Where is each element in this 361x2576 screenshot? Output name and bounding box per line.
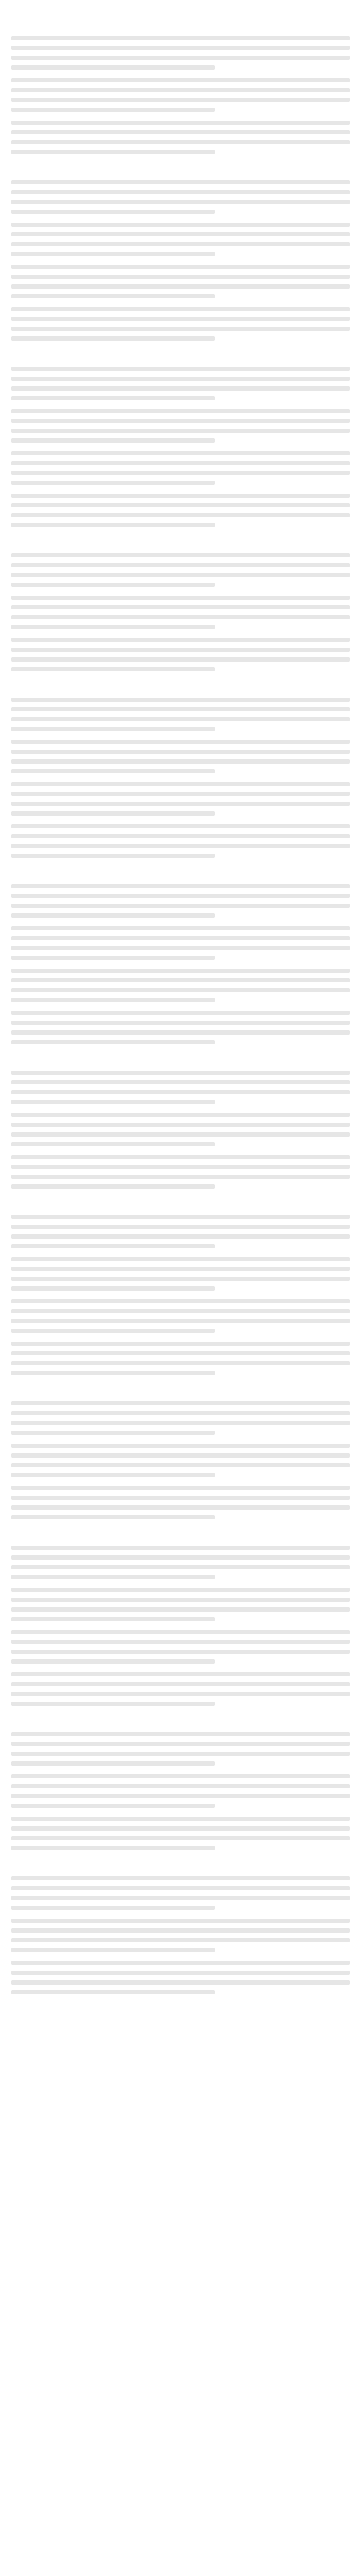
text-placeholder [11, 884, 350, 918]
body-paragraph [11, 451, 350, 487]
body-paragraph [11, 1774, 350, 1810]
body-paragraph [11, 1342, 350, 1378]
section-heading [11, 1533, 350, 1541]
text-placeholder [11, 740, 350, 773]
body-paragraph [11, 1672, 350, 1708]
body-paragraph [11, 1486, 350, 1522]
text-placeholder [11, 1774, 350, 1808]
body-paragraph [11, 553, 350, 589]
text-placeholder [11, 638, 350, 671]
section-heading [11, 168, 350, 176]
text-placeholder [11, 1486, 350, 1519]
document-section [11, 1533, 350, 1708]
body-paragraph [11, 698, 350, 734]
body-paragraph [11, 180, 350, 216]
body-paragraph [11, 782, 350, 818]
body-paragraph [11, 1215, 350, 1251]
text-placeholder [11, 367, 350, 400]
body-paragraph [11, 307, 350, 343]
text-placeholder [11, 409, 350, 443]
body-paragraph [11, 824, 350, 860]
body-paragraph [11, 223, 350, 259]
text-placeholder [11, 782, 350, 816]
body-paragraph [11, 367, 350, 403]
text-placeholder [11, 1155, 350, 1189]
section-heading [11, 1058, 350, 1066]
body-paragraph [11, 1401, 350, 1437]
body-paragraph [11, 1588, 350, 1624]
text-placeholder [11, 1588, 350, 1621]
body-paragraph [11, 78, 350, 114]
section-heading [11, 354, 350, 363]
document-section [11, 1864, 350, 1997]
body-paragraph [11, 1961, 350, 1997]
text-placeholder [11, 1299, 350, 1333]
body-paragraph [11, 1817, 350, 1853]
text-placeholder [11, 1342, 350, 1375]
text-placeholder [11, 1071, 350, 1104]
body-paragraph [11, 494, 350, 530]
section-heading [11, 1389, 350, 1397]
document-section [11, 1058, 350, 1191]
text-placeholder [11, 698, 350, 731]
text-placeholder [11, 596, 350, 629]
body-paragraph [11, 638, 350, 674]
text-placeholder [11, 1961, 350, 1994]
section-heading [11, 872, 350, 880]
section-heading [11, 24, 350, 32]
text-placeholder [11, 1630, 350, 1664]
body-paragraph [11, 1444, 350, 1480]
body-paragraph [11, 740, 350, 776]
document-section [11, 1202, 350, 1378]
text-placeholder [11, 1732, 350, 1766]
body-paragraph [11, 409, 350, 445]
body-paragraph [11, 1299, 350, 1335]
body-paragraph [11, 1071, 350, 1107]
text-placeholder [11, 824, 350, 858]
text-placeholder [11, 1401, 350, 1435]
section-heading [11, 541, 350, 549]
body-paragraph [11, 1630, 350, 1666]
text-placeholder [11, 1546, 350, 1579]
text-placeholder [11, 926, 350, 960]
section-heading [11, 1720, 350, 1728]
body-paragraph [11, 1919, 350, 1955]
text-placeholder [11, 1817, 350, 1850]
text-placeholder [11, 1011, 350, 1044]
body-paragraph [11, 926, 350, 962]
text-placeholder [11, 1672, 350, 1706]
body-paragraph [11, 1876, 350, 1912]
text-placeholder [11, 1919, 350, 1952]
text-placeholder [11, 1257, 350, 1291]
text-placeholder [11, 265, 350, 298]
text-placeholder [11, 1876, 350, 1910]
document-section [11, 168, 350, 343]
text-placeholder [11, 1215, 350, 1248]
text-placeholder [11, 494, 350, 527]
text-placeholder [11, 36, 350, 70]
text-placeholder [11, 1444, 350, 1477]
body-paragraph [11, 596, 350, 632]
text-placeholder [11, 307, 350, 341]
document-section [11, 541, 350, 674]
section-heading [11, 1864, 350, 1872]
text-placeholder [11, 78, 350, 112]
body-paragraph [11, 1155, 350, 1191]
body-paragraph [11, 969, 350, 1005]
document-body [11, 24, 350, 1997]
text-placeholder [11, 969, 350, 1002]
document-section [11, 1389, 350, 1522]
body-paragraph [11, 1257, 350, 1293]
text-placeholder [11, 553, 350, 587]
text-placeholder [11, 1113, 350, 1146]
body-paragraph [11, 36, 350, 72]
document-section [11, 1720, 350, 1853]
document-section [11, 24, 350, 157]
body-paragraph [11, 265, 350, 301]
body-paragraph [11, 1011, 350, 1047]
body-paragraph [11, 121, 350, 157]
document-section [11, 685, 350, 860]
text-placeholder [11, 180, 350, 214]
section-heading [11, 685, 350, 693]
document-section [11, 872, 350, 1047]
body-paragraph [11, 1732, 350, 1768]
body-paragraph [11, 1113, 350, 1149]
document-title [11, 7, 350, 16]
text-placeholder [11, 223, 350, 256]
text-placeholder [11, 121, 350, 154]
text-placeholder [11, 451, 350, 485]
section-heading [11, 1202, 350, 1211]
document-section [11, 354, 350, 530]
body-paragraph [11, 1546, 350, 1582]
body-paragraph [11, 884, 350, 920]
